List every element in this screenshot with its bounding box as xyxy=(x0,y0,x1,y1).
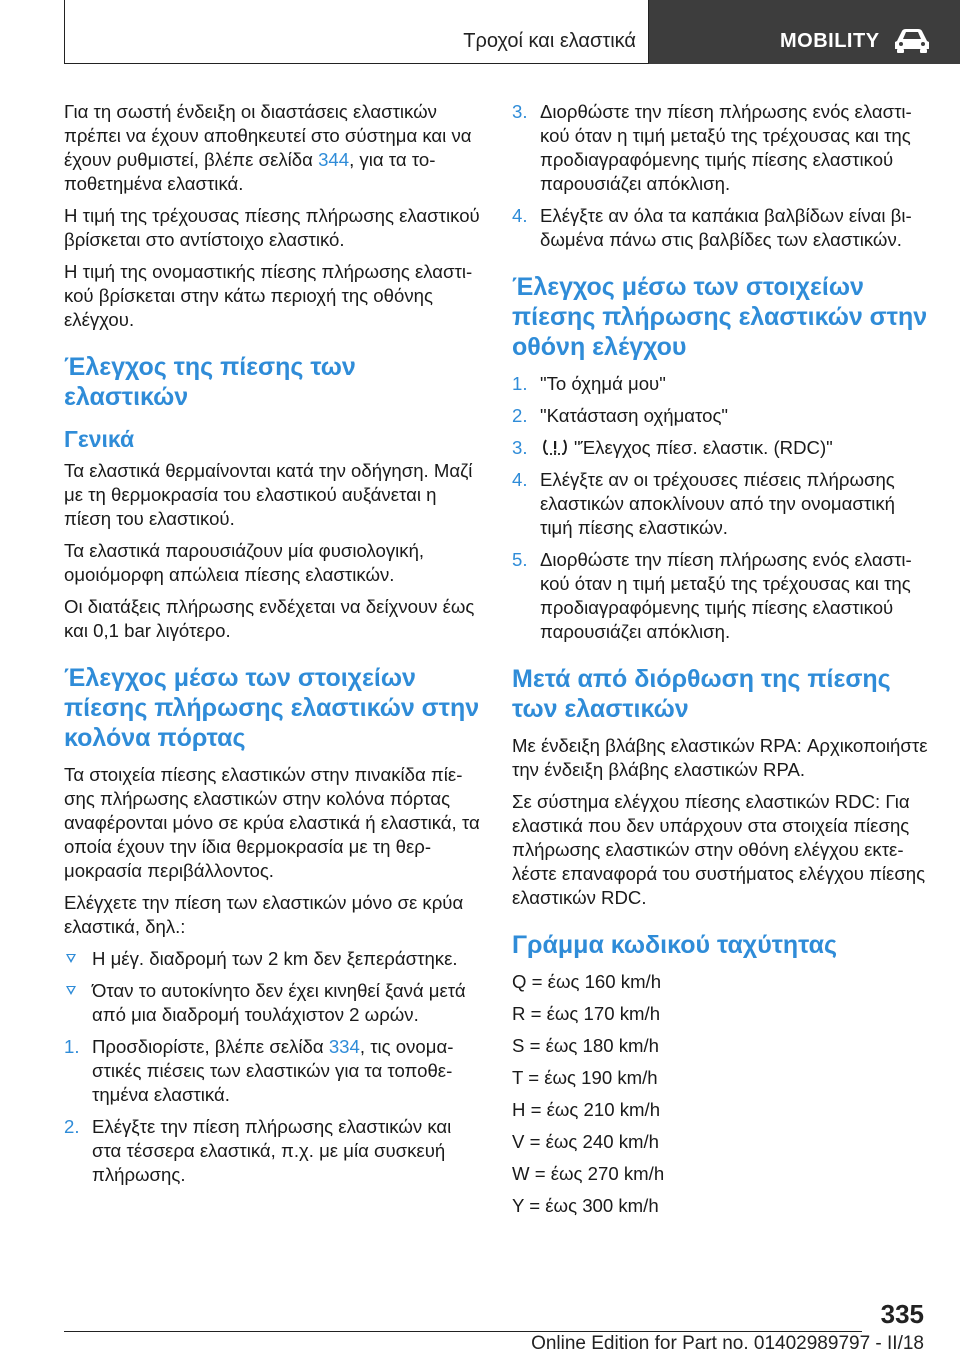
header-section-box xyxy=(64,0,649,64)
step-item: 1. "Το όχημά μου" xyxy=(512,373,666,394)
speed-rating-item: V = έως 240 km/h xyxy=(512,1131,660,1152)
step-item: 5. Διορθώστε την πίεση πλήρωσης ενός ελαστικού όταν η τιμή μεταξύ της τρέχουσας και της προδιαγραφόμενης τιμής πίεσης ελαστικού παρουσιάζει απόκλιση. xyxy=(512,549,912,642)
paragraph: Ελέγχετε την πίεση των ελαστικών μόνο σε κρύα ελαστικά, δηλ.: xyxy=(64,892,464,937)
step-item: 3. "Έλεγχος πίεσ. ελαστικ. (RDC)" xyxy=(512,437,833,458)
left-column xyxy=(64,100,484,1195)
paragraph: Τα στοιχεία πίεσης ελαστικών στην πινακίδα πίεσης πλήρωσης ελαστικών στην κολόνα πόρτας αναφέρονται μόνο σε κρύα ελαστικά ή ελαστικά, τα οποία έχουν την ίδια θερμοκρασία με τη θερμοκρασία περιβάλλοντος. xyxy=(64,764,480,881)
step-item: 4. Ελέγξτε αν οι τρέχουσες πιέσεις πλήρωσης ελαστικών αποκλίνουν από την ονομαστική τιμή πίεσης ελαστικών. xyxy=(512,469,895,538)
triangle-bullet-icon xyxy=(66,954,76,963)
paragraph: Για τη σωστή ένδειξη οι διαστάσεις ελαστικών πρέπει να έχουν αποθηκευτεί στο σύστημα και να έχουν ρυθμιστεί, βλέπε σελίδα 344, για τα τοποθετημένα ελαστικά. xyxy=(64,101,472,194)
triangle-bullet-icon xyxy=(66,986,76,995)
heading-after-correction: Μετά από διόρθωση της πίεσης των ελαστικών xyxy=(512,665,891,723)
header-chapter-box xyxy=(649,0,960,64)
heading-control-display: Έλεγχος μέσω των στοιχείων πίεσης πλήρωσης ελαστικών στην οθόνη ελέγχου xyxy=(512,273,928,361)
page-link-334[interactable]: 334 xyxy=(328,1036,360,1057)
footer-edition: Online Edition for Part no. 01402989797 - II/18 xyxy=(531,1333,924,1354)
heading-general: Γενικά xyxy=(64,426,135,452)
paragraph: Η τιμή της ονομαστικής πίεσης πλήρωσης ελαστικού βρίσκεται στην κάτω περιοχή της οθόνης ελέγχου. xyxy=(64,261,473,330)
speed-rating-item: Y = έως 300 km/h xyxy=(512,1195,659,1216)
page-link-344[interactable]: 344 xyxy=(318,149,350,170)
bullet-item: Η μέγ. διαδρομή των 2 km δεν ξεπεράστηκε. xyxy=(64,947,484,971)
speed-rating-item: T = έως 190 km/h xyxy=(512,1067,658,1088)
paragraph: Η τιμή της τρέχουσας πίεσης πλήρωσης ελαστικού βρίσκεται στο αντίστοιχο ελαστικό. xyxy=(64,205,480,250)
bullet-item: Όταν το αυτοκίνητο δεν έχει κινηθεί ξανά μετά από μια διαδρομή τουλάχιστον 2 ωρών. xyxy=(64,979,484,1027)
step-item: 1. Προσδιορίστε, βλέπε σελίδα 334, τις ονομαστικές πιέσεις των ελαστικών για τα τοποθετημένα ελαστικά. xyxy=(64,1036,454,1105)
step-item: 4. Ελέγξτε αν όλα τα καπάκια βαλβίδων είναι βιδωμένα πάνω στις βαλβίδες των ελαστικών. xyxy=(512,205,912,250)
tire-pressure-icon xyxy=(540,437,570,457)
footer-divider xyxy=(64,1331,862,1332)
step-item: 3. Διορθώστε την πίεση πλήρωσης ενός ελαστικού όταν η τιμή μεταξύ της τρέχουσας και της προδιαγραφόμενης τιμής πίεσης ελαστικού παρουσιάζει απόκλιση. xyxy=(512,101,912,194)
heading-door-pillar: Έλεγχος μέσω των στοιχείων πίεσης πλήρωσης ελαστικών στην κολόνα πόρτας xyxy=(64,664,480,752)
paragraph: Τα ελαστικά θερμαίνονται κατά την οδήγηση. Μαζί με τη θερμοκρασία του ελαστικού αυξάνεται η πίεση του ελαστικού. xyxy=(64,460,473,529)
car-icon xyxy=(893,27,931,53)
paragraph: Με ένδειξη βλάβης ελαστικών RPA: Αρχικοποιήστε την ένδειξη βλάβης ελαστικών RPA. xyxy=(512,735,928,780)
header-section-title: Τροχοί και ελαστικά xyxy=(463,30,636,52)
step-item: 2. Ελέγξτε την πίεση πλήρωσης ελαστικών και στα τέσσερα ελαστικά, π.χ. με μία συσκευή πλήρωσης. xyxy=(64,1116,452,1185)
speed-rating-item: H = έως 210 km/h xyxy=(512,1099,661,1120)
paragraph: Σε σύστημα ελέγχου πίεσης ελαστικών RDC: Για ελαστικά που δεν υπάρχουν στα στοιχεία πίεσης πλήρωσης ελαστικών στην οθόνη ελέγχου εκτελέστε επαναφορά του συστήματος ελέγχου πίεσης ελαστικών RDC. xyxy=(512,791,926,908)
heading-check-pressure: Έλεγχος της πίεσης των ελαστικών xyxy=(64,353,356,411)
page-number: 335 xyxy=(880,1299,924,1329)
header-chapter-title: MOBILITY xyxy=(780,30,880,52)
speed-rating-item: R = έως 170 km/h xyxy=(512,1003,661,1024)
speed-rating-item: Q = έως 160 km/h xyxy=(512,971,662,992)
speed-rating-item: S = έως 180 km/h xyxy=(512,1035,660,1056)
paragraph: Τα ελαστικά παρουσιάζουν μία φυσιολογική, ομοιόμορφη απώλεια πίεσης ελαστικών. xyxy=(64,540,425,585)
paragraph: Οι διατάξεις πλήρωσης ενδέχεται να δείχνουν έως και 0,1 bar λιγότερο. xyxy=(64,596,475,641)
speed-rating-item: W = έως 270 km/h xyxy=(512,1163,665,1184)
step-item: 2. "Κατάσταση οχήματος" xyxy=(512,405,729,426)
heading-speed-rating: Γράμμα κωδικού ταχύτητας xyxy=(512,931,838,959)
right-column xyxy=(512,100,932,1226)
